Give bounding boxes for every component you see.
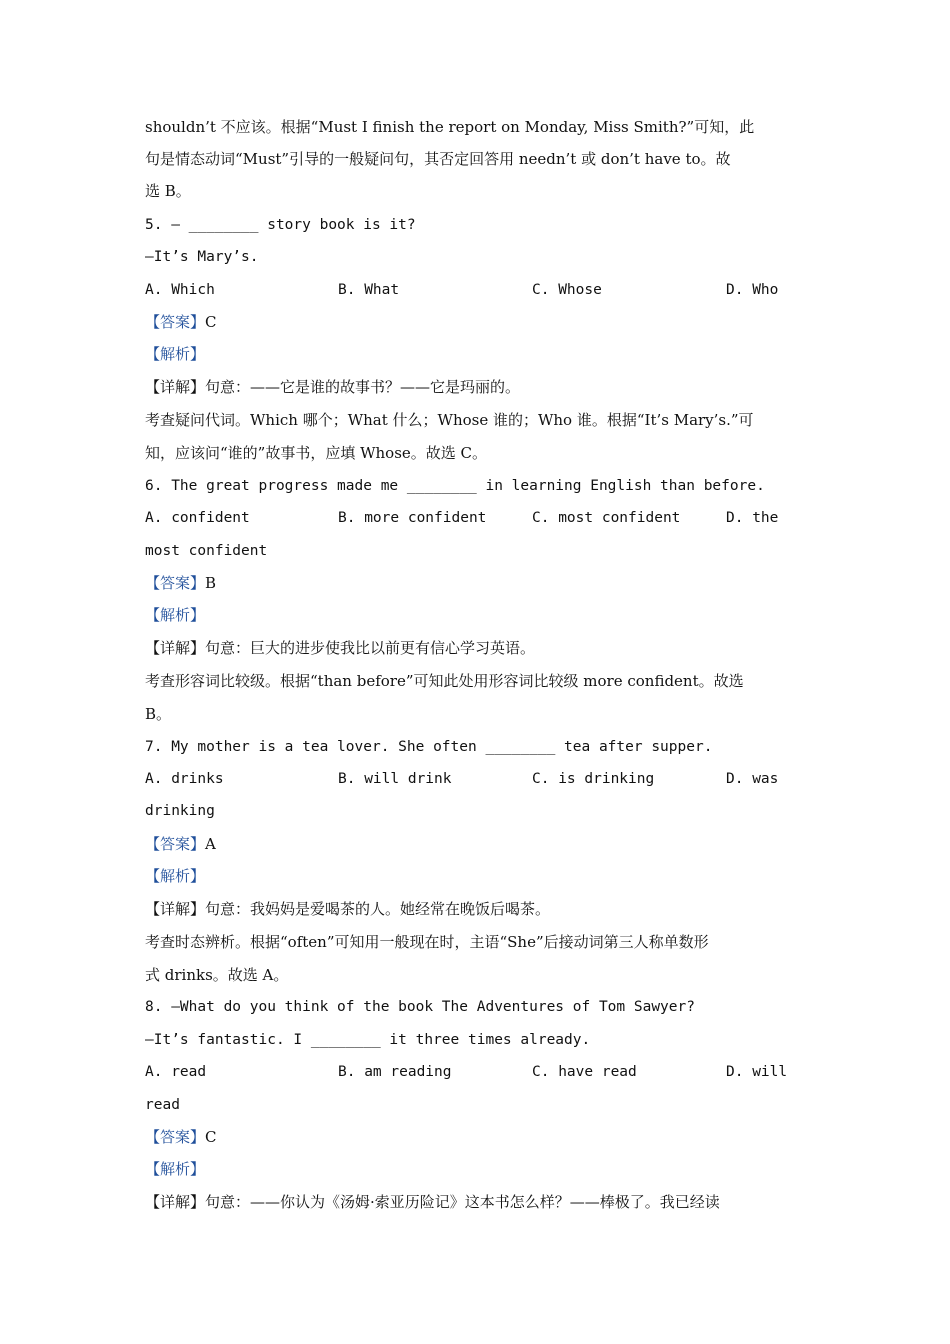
option-d: D. will <box>726 1064 788 1080</box>
answer-value: C <box>205 313 217 331</box>
option-a: A. read <box>145 1064 207 1080</box>
analysis-label: 【解析】 <box>145 345 206 363</box>
question-5-answer <box>145 312 810 332</box>
option-d: D. the <box>726 510 779 526</box>
intro-line-2: 句是情态动词“Must”引导的一般疑问句，其否定回答用 needn’t 或 don’t have to。故 <box>145 150 731 168</box>
option-c: C. most confident <box>532 510 681 526</box>
intro-line-1: shouldn’t 不应该。根据“Must I finish the report on Monday, Miss Smith?”可知，此 <box>145 118 755 136</box>
analysis-label: 【解析】 <box>145 867 206 885</box>
question-7-option-wrap: drinking <box>145 803 215 819</box>
question-5-explain-1: 考查疑问代词。Which 哪个；What 什么；Whose 谁的；Who 谁。根据“It’s Mary’s.”可 <box>145 411 754 429</box>
detail-text: 句意：——你认为《汤姆·索亚历险记》这本书怎么样？——棒极了。我已经读 <box>205 1193 720 1211</box>
option-b: B. more confident <box>338 510 487 526</box>
question-7-explain-1: 考查时态辨析。根据“often”可知用一般现在时，主语“She”后接动词第三人称单数形 <box>145 933 709 951</box>
detail-text: 句意：——它是谁的故事书？——它是玛丽的。 <box>205 378 521 396</box>
question-8-stem: 8. —What do you think of the book The Adventures of Tom Sawyer? <box>145 999 695 1015</box>
answer-value: C <box>205 1128 217 1146</box>
option-c: C. have read <box>532 1064 637 1080</box>
question-8-option-wrap: read <box>145 1097 180 1113</box>
answer-label: 【答案】 <box>145 835 206 853</box>
option-b: B. What <box>338 282 400 298</box>
question-8-analysis <box>145 1159 810 1179</box>
intro-line-3: 选 B。 <box>145 182 191 200</box>
option-b: B. am reading <box>338 1064 452 1080</box>
detail-text: 句意：我妈妈是爱喝茶的人。她经常在晚饭后喝茶。 <box>205 900 551 918</box>
detail-label: 【详解】 <box>145 639 206 657</box>
answer-label: 【答案】 <box>145 1128 206 1146</box>
question-8-detail <box>145 1192 810 1212</box>
question-7-detail <box>145 899 810 919</box>
answer-value: B <box>205 574 217 592</box>
analysis-label: 【解析】 <box>145 606 206 624</box>
question-5-analysis <box>145 344 810 364</box>
question-8-stem-2: —It’s fantastic. I ________ it three times already. <box>145 1032 591 1048</box>
question-7-answer <box>145 834 810 854</box>
option-b: B. will drink <box>338 771 452 787</box>
question-6-explain-1: 考查形容词比较级。根据“than before”可知此处用形容词比较级 more confident。故选 <box>145 672 744 690</box>
question-5-explain-2: 知，应该问“谁的”故事书，应填 Whose。故选 C。 <box>145 444 488 462</box>
question-7-analysis <box>145 866 810 886</box>
detail-label: 【详解】 <box>145 378 206 396</box>
answer-label: 【答案】 <box>145 313 206 331</box>
question-5-stem-2: —It’s Mary’s. <box>145 249 259 265</box>
answer-label: 【答案】 <box>145 574 206 592</box>
question-6-option-wrap: most confident <box>145 543 268 559</box>
question-7-stem: 7. My mother is a tea lover. She often ________ tea after supper. <box>145 739 713 755</box>
question-6-answer <box>145 573 810 593</box>
option-c: C. is drinking <box>532 771 655 787</box>
option-a: A. Which <box>145 282 215 298</box>
option-a: A. drinks <box>145 771 224 787</box>
question-8-answer <box>145 1127 810 1147</box>
option-d: D. was <box>726 771 779 787</box>
question-6-analysis <box>145 605 810 625</box>
question-5-detail <box>145 377 810 397</box>
question-5-stem: 5. — ________ story book is it? <box>145 217 416 233</box>
detail-label: 【详解】 <box>145 1193 206 1211</box>
question-6-explain-2: B。 <box>145 705 172 723</box>
detail-text: 句意：巨大的进步使我比以前更有信心学习英语。 <box>205 639 536 657</box>
analysis-label: 【解析】 <box>145 1160 206 1178</box>
answer-value: A <box>205 835 216 853</box>
option-a: A. confident <box>145 510 250 526</box>
question-6-stem: 6. The great progress made me ________ in learning English than before. <box>145 478 765 494</box>
option-c: C. Whose <box>532 282 602 298</box>
detail-label: 【详解】 <box>145 900 206 918</box>
question-7-explain-2: 式 drinks。故选 A。 <box>145 966 289 984</box>
question-6-detail <box>145 638 810 658</box>
option-d: D. Who <box>726 282 779 298</box>
